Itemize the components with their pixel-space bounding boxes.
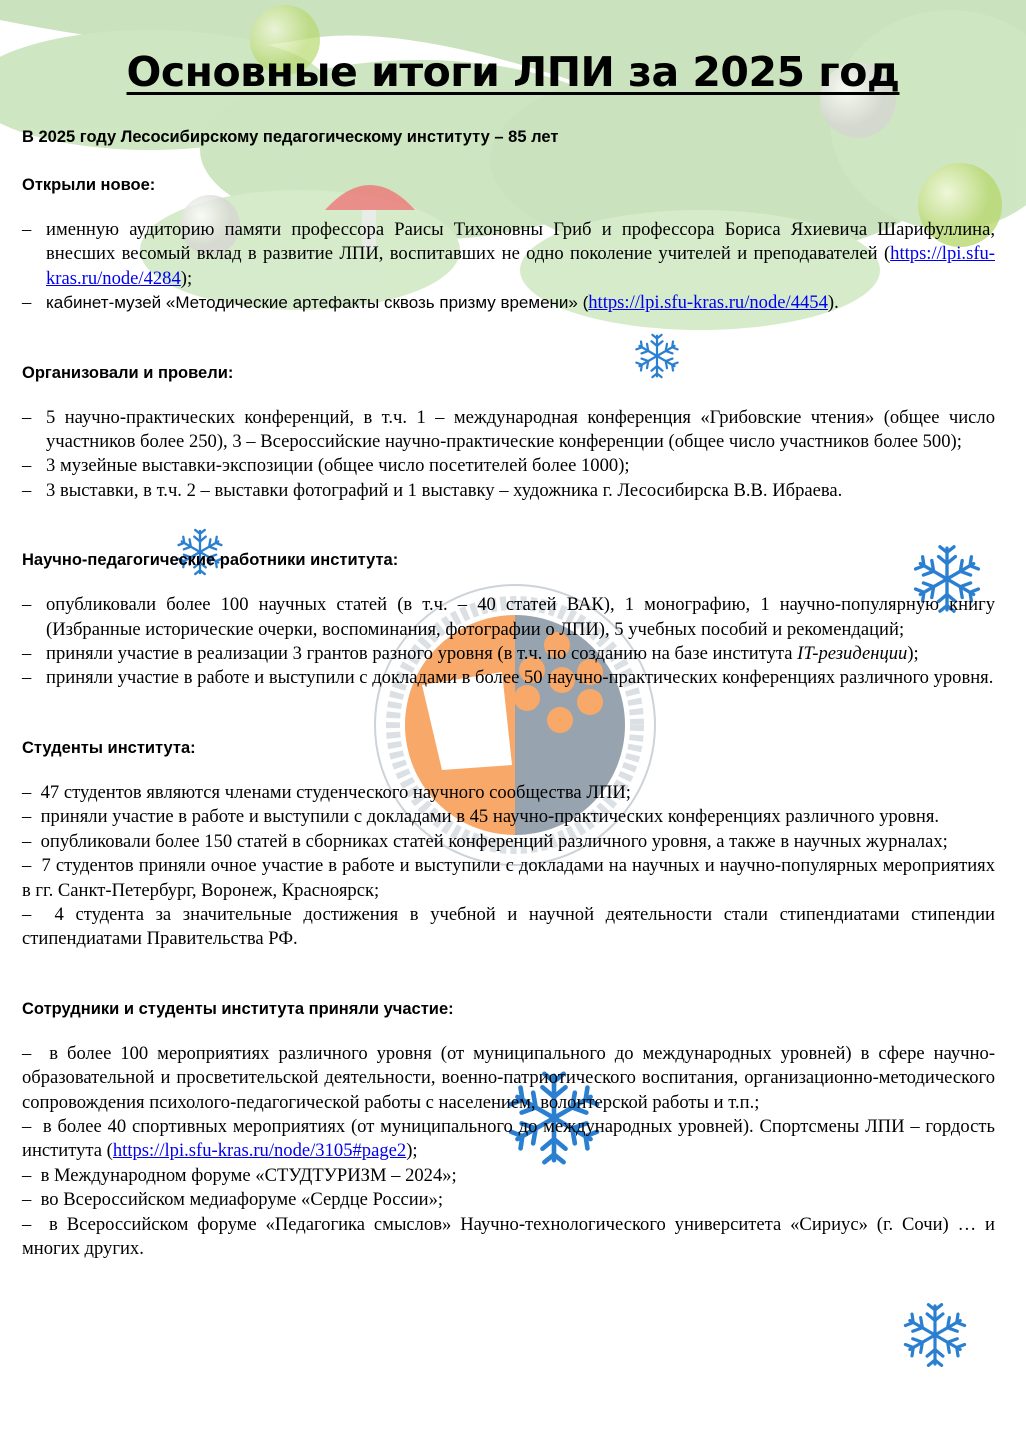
item-text: ). <box>827 292 839 314</box>
list-item <box>22 1188 995 1212</box>
dash: – <box>22 406 32 428</box>
dash: – <box>22 1115 32 1137</box>
list-item <box>22 642 995 666</box>
dash: – <box>22 643 32 665</box>
item-text: приняли участие в реализации 3 грантов разного уровня (в т.ч. по созданию на базе института <box>46 643 798 665</box>
item-text: опубликовали более 100 научных статей (в т.ч. – 40 статей ВАК), 1 монографию, 1 научно-популярную книгу (Избранные исторические очерки, воспоминания, фотографии о ЛПИ), 5 учебных пособий и рекомендаций; <box>46 594 995 640</box>
item-text: 47 студентов являются членами студенческого научного сообщества ЛПИ; <box>40 781 631 803</box>
dash: – <box>22 292 32 314</box>
list-item <box>22 218 995 291</box>
link[interactable]: https://lpi.sfu-kras.ru/node/3105#page2 <box>112 1140 407 1162</box>
list-item <box>22 406 995 455</box>
item-text: 7 студентов приняли очное участие в работе и выступили с докладами на научных и научно-популярных мероприятиях в гг. Санкт-Петербург, Воронеж, Красноярск; <box>22 855 996 901</box>
page-title: Основные итоги ЛПИ за 2025 год <box>126 48 900 96</box>
list-item <box>22 666 995 690</box>
section-heading-staff: Научно-педагогические работники института: <box>22 551 399 570</box>
item-text: именную аудиторию памяти профессора Раисы Тихоновны Гриб и профессора Бориса Яхиевича Шарифуллина, внесших весомый вклад в развитие ЛПИ, воспитавших не одно поколение учителей и преподавателей ( <box>46 219 995 265</box>
section-participated <box>22 1042 995 1262</box>
list-item <box>22 454 995 478</box>
dash: – <box>22 781 32 803</box>
item-text: кабинет-музей «Методические артефакты сквозь призму времени» ( <box>46 293 589 313</box>
section-heading-students: Студенты института: <box>22 738 196 757</box>
item-text: ); <box>406 1140 418 1162</box>
item-text: во Всероссийском медиафоруме «Сердце России»; <box>40 1189 444 1211</box>
list-item <box>22 903 995 952</box>
dash: – <box>22 667 32 689</box>
list-item <box>22 1164 995 1188</box>
list-item <box>22 854 995 903</box>
dash: – <box>22 806 32 828</box>
dash: – <box>22 830 32 852</box>
anniversary-line: В 2025 году Лесосибирскому педагогическому институту – 85 лет <box>22 128 559 146</box>
item-text: 4 студента за значительные достижения в учебной и научной деятельности стали стипендиатами стипендии стипендиатами Правительства РФ. <box>22 903 996 950</box>
item-text: в более 100 мероприятиях различного уровня (от муниципального до международных уровней) в сфере научно-образовательной и просветительской деятельности, военно-патриотического воспитания, организационно-методического сопровождения психолого-педагогической работы с населением, волонтерской работы и т.п.; <box>22 1042 996 1113</box>
section-organized <box>22 406 995 504</box>
item-text: приняли участие в работе и выступили с докладами в 45 научно-практических конференциях различного уровня. <box>40 806 940 828</box>
item-emphasis: IT-резиденции <box>797 643 908 665</box>
dash: – <box>22 594 32 616</box>
list-item <box>22 805 995 829</box>
item-text: приняли участие в работе и выступили с докладами в более 50 научно-практических конференциях различного уровня. <box>46 667 994 689</box>
snowflake-icon <box>902 1302 968 1368</box>
dash: – <box>22 1189 32 1211</box>
dash: – <box>22 455 32 477</box>
section-opened <box>22 218 995 316</box>
item-text: опубликовали более 150 статей в сборниках статей конференций различного уровня, а также в научных журналах; <box>40 830 948 852</box>
dash: – <box>22 855 32 877</box>
section-staff <box>22 593 995 691</box>
item-text: ); <box>180 267 193 289</box>
list-item <box>22 479 995 503</box>
list-item <box>22 1042 995 1115</box>
item-text: в Всероссийском форуме «Педагогика смыслов» Научно-технологического университета «Сириус» (г. Сочи) … и многих других. <box>22 1213 995 1259</box>
dash: – <box>22 479 32 501</box>
dash: – <box>22 1042 32 1064</box>
section-heading-opened: Открыли новое: <box>22 176 156 194</box>
dash: – <box>22 903 32 925</box>
link[interactable]: https://lpi.sfu-kras.ru/node/4454 <box>588 292 828 314</box>
list-item <box>22 781 995 805</box>
section-students <box>22 781 995 952</box>
dash: – <box>22 1164 32 1186</box>
item-text: в более 40 спортивных мероприятиях (от муниципального до международных уровней). Спортсмены ЛПИ – гордость института ( <box>22 1115 996 1162</box>
section-heading-participated: Сотрудники и студенты института приняли участие: <box>22 999 454 1018</box>
item-text: в Международном форуме «СТУДТУРИЗМ – 2024»; <box>40 1164 457 1186</box>
item-text: 5 научно-практических конференций, в т.ч. 1 – международная конференция «Грибовские чтения» (общее число участников более 250), 3 – Всероссийские научно-практические конференции (общее число участников более 500); <box>46 406 995 453</box>
section-heading-organized: Организовали и провели: <box>22 363 234 382</box>
item-text: ); <box>907 643 919 665</box>
item-text: 3 музейные выставки-экспозиции (общее число посетителей более 1000); <box>46 455 630 477</box>
link[interactable]: https://lpi.sfu-kras.ru/node/4284 <box>46 243 995 289</box>
dash: – <box>22 219 32 240</box>
list-item <box>22 291 995 315</box>
list-item <box>22 593 995 642</box>
list-item <box>22 1115 995 1164</box>
list-item <box>22 830 995 854</box>
item-text: 3 выставки, в т.ч. 2 – выставки фотографий и 1 выставку – художника г. Лесосибирска В.В. Ибраева. <box>46 479 843 501</box>
dash: – <box>22 1213 32 1235</box>
list-item <box>22 1213 995 1262</box>
